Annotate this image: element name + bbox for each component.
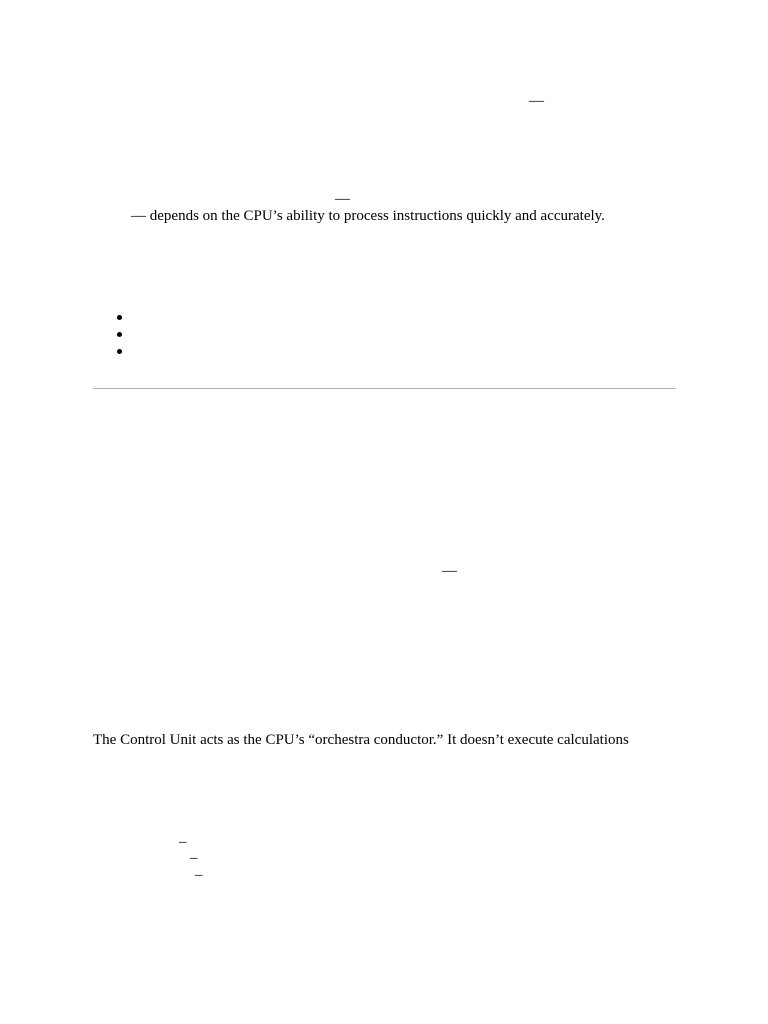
- bullet-icon: [117, 349, 122, 354]
- bullet-icon: [117, 332, 122, 337]
- dash-fragment-small-1: –: [179, 834, 187, 850]
- dash-fragment-top: —: [529, 93, 544, 109]
- dash-fragment-lower: —: [442, 563, 457, 579]
- horizontal-divider: [93, 388, 676, 389]
- list-item: [93, 309, 133, 326]
- bullet-list: [93, 309, 133, 360]
- dash-fragment-small-2: –: [190, 850, 198, 866]
- control-unit-sentence: The Control Unit acts as the CPU’s “orchestra conductor.” It doesn’t execute calculations: [93, 732, 629, 748]
- dash-fragment-mid: —: [335, 191, 350, 207]
- list-item: [93, 326, 133, 343]
- bullet-icon: [117, 315, 122, 320]
- list-item: [93, 343, 133, 360]
- cpu-sentence: — depends on the CPU’s ability to process instructions quickly and accurately.: [131, 208, 605, 224]
- dash-fragment-small-3: –: [195, 867, 203, 883]
